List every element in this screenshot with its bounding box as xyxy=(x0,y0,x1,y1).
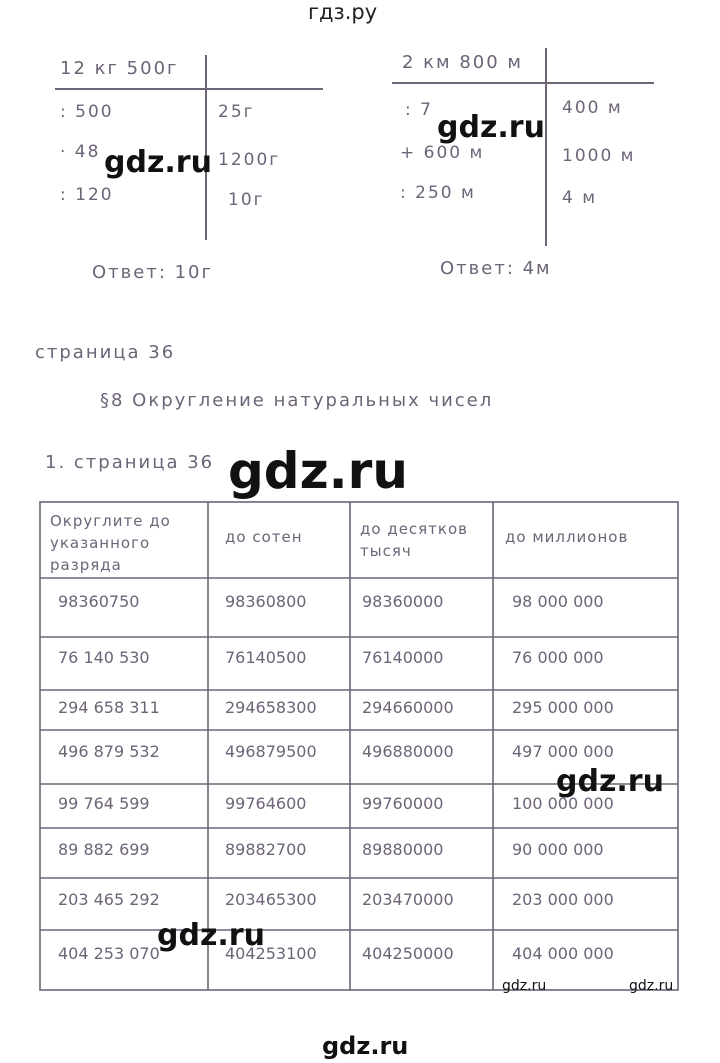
left-res-3: 10г xyxy=(228,190,265,210)
right-res-1: 400 м xyxy=(562,98,623,118)
cell-ten-thousands: 203470000 xyxy=(362,890,454,909)
site-header: гдз.ру xyxy=(308,0,378,24)
cell-hundreds: 294658300 xyxy=(225,698,317,717)
cell-hundreds: 99764600 xyxy=(225,794,307,813)
watermark: gdz.ru xyxy=(104,145,212,180)
cell-hundreds: 98360800 xyxy=(225,592,307,611)
cell-number: 89 882 699 xyxy=(58,840,150,859)
right-problem-head: 2 км 800 м xyxy=(402,52,524,73)
watermark: gdz.ru xyxy=(437,110,545,145)
cell-hundreds: 404253100 xyxy=(225,944,317,963)
page-label: страница 36 xyxy=(35,342,176,363)
watermark: gdz.ru xyxy=(629,978,674,994)
watermark: gdz.ru xyxy=(157,918,265,953)
left-op-3: : 120 xyxy=(60,185,114,205)
watermark: gdz.ru xyxy=(322,1032,409,1060)
task-label: 1. страница 36 xyxy=(45,452,215,473)
cell-millions: 98 000 000 xyxy=(512,592,604,611)
cell-ten-thousands: 98360000 xyxy=(362,592,444,611)
left-problem-hline xyxy=(55,88,323,90)
left-problem-head: 12 кг 500г xyxy=(60,58,179,79)
cell-ten-thousands: 496880000 xyxy=(362,742,454,761)
table-header-hundreds: до сотен xyxy=(225,528,303,546)
cell-hundreds: 203465300 xyxy=(225,890,317,909)
left-op-1: : 500 xyxy=(60,102,114,122)
left-op-2: · 48 xyxy=(60,142,101,162)
cell-ten-thousands: 294660000 xyxy=(362,698,454,717)
left-res-1: 25г xyxy=(218,102,255,122)
cell-ten-thousands: 404250000 xyxy=(362,944,454,963)
right-problem-hline xyxy=(392,82,654,84)
cell-number: 496 879 532 xyxy=(58,742,160,761)
cell-number: 203 465 292 xyxy=(58,890,160,909)
table-header-ten-thousands: до десятков тысяч xyxy=(360,520,469,560)
table-header-millions: до миллионов xyxy=(505,528,629,546)
cell-ten-thousands: 76140000 xyxy=(362,648,444,667)
cell-number: 404 253 070 xyxy=(58,944,160,963)
cell-millions: 203 000 000 xyxy=(512,890,614,909)
right-op-1: : 7 xyxy=(405,100,433,120)
right-answer: Ответ: 4м xyxy=(440,258,552,279)
cell-millions: 404 000 000 xyxy=(512,944,614,963)
cell-millions: 295 000 000 xyxy=(512,698,614,717)
cell-millions: 90 000 000 xyxy=(512,840,604,859)
right-op-3: : 250 м xyxy=(400,183,476,203)
cell-number: 99 764 599 xyxy=(58,794,150,813)
watermark: gdz.ru xyxy=(228,442,408,500)
cell-hundreds: 76140500 xyxy=(225,648,307,667)
table-header-number: Округлите до указанного разряда xyxy=(50,512,171,574)
watermark: gdz.ru xyxy=(502,978,547,994)
cell-number: 294 658 311 xyxy=(58,698,160,717)
right-res-2: 1000 м xyxy=(562,146,636,166)
right-res-3: 4 м xyxy=(562,188,598,208)
right-op-2: + 600 м xyxy=(400,143,485,163)
cell-millions: 100 000 000 xyxy=(512,794,614,813)
cell-hundreds: 89882700 xyxy=(225,840,307,859)
cell-millions: 76 000 000 xyxy=(512,648,604,667)
cell-millions: 497 000 000 xyxy=(512,742,614,761)
watermark: gdz.ru xyxy=(556,764,664,799)
section-title: §8 Округление натуральных чисел xyxy=(100,390,494,411)
left-res-2: 1200г xyxy=(218,150,281,170)
cell-hundreds: 496879500 xyxy=(225,742,317,761)
cell-ten-thousands: 99760000 xyxy=(362,794,444,813)
cell-number: 98360750 xyxy=(58,592,140,611)
cell-ten-thousands: 89880000 xyxy=(362,840,444,859)
right-problem-vline xyxy=(545,48,547,246)
left-answer: Ответ: 10г xyxy=(92,262,213,283)
cell-number: 76 140 530 xyxy=(58,648,150,667)
